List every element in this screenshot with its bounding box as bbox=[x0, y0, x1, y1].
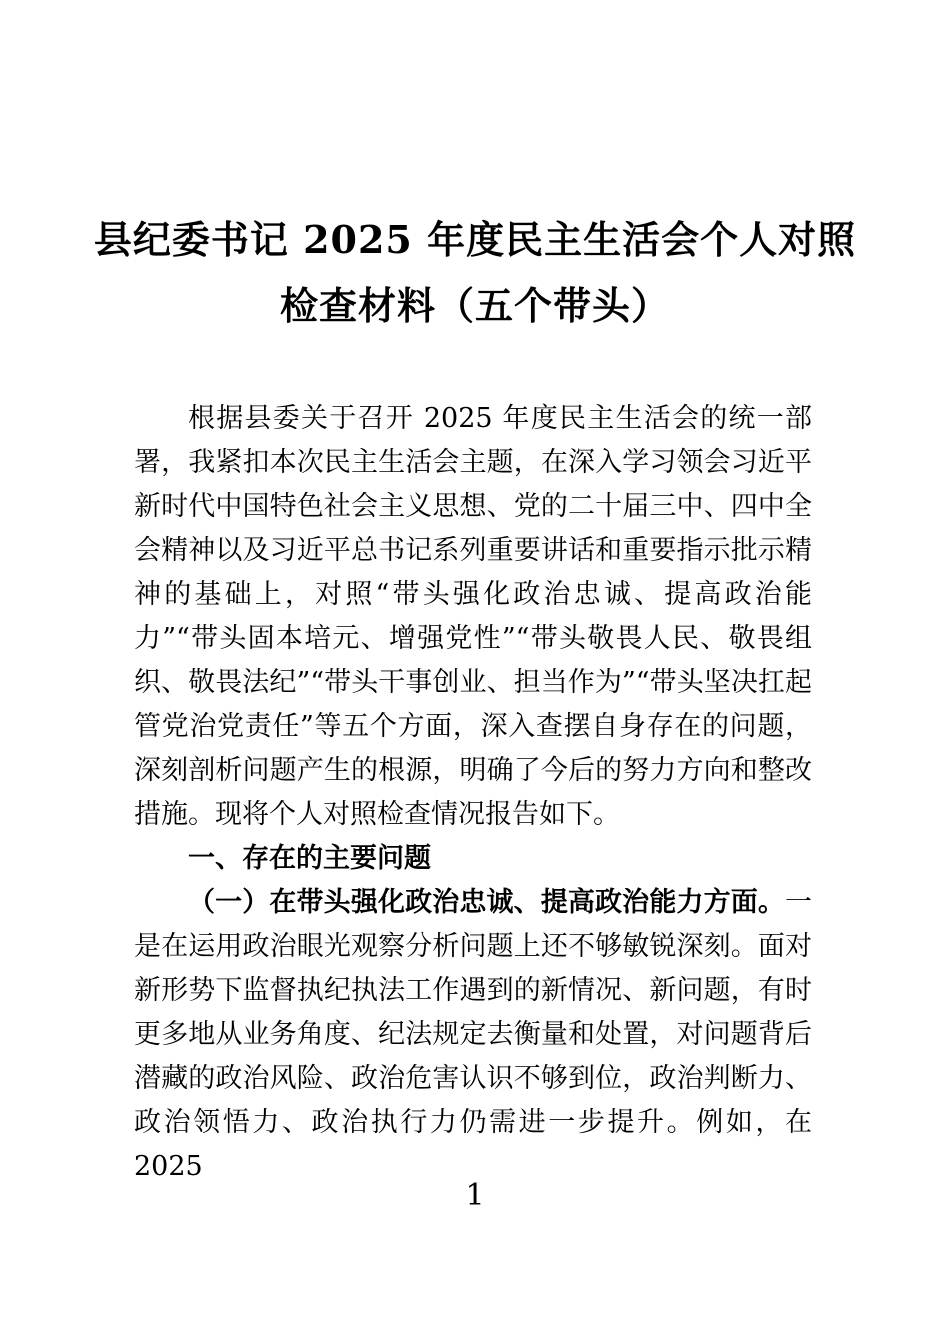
document-title-line-2: 检查材料（五个带头） bbox=[279, 283, 670, 329]
subsection-1-paragraph bbox=[134, 881, 812, 1189]
document-title bbox=[0, 207, 950, 339]
subsection-1-text: 一是在运用政治眼光观察分析问题上还不够敏锐深刻。面对新形势下监督执纪执法工作遇到的新情况、新问题，有时更多地从业务角度、纪法规定去衡量和处置，对问题背后潜藏的政治风险、政治危害认识不够到位，政治判断力、政治领悟力、政治执行力仍需进一步提升。例如，在 2025 bbox=[134, 887, 812, 1182]
document-body bbox=[134, 397, 812, 1189]
page-number: 1 bbox=[465, 1178, 485, 1213]
document-title-line-1: 县纪委书记 2025 年度民主生活会个人对照 bbox=[93, 217, 857, 263]
intro-paragraph: 根据县委关于召开 2025 年度民主生活会的统一部署，我紧扣本次民主生活会主题，在深入学习领会习近平新时代中国特色社会主义思想、党的二十届三中、四中全会精神以及习近平总书记系列重要讲话和重要指示批示精神的基础上，对照“带头强化政治忠诚、提高政治能力”“带头固本培元、增强党性”“带头敬畏人民、敬畏组织、敬畏法纪”“带头干事创业、担当作为”“带头坚决扛起管党治党责任”等五个方面，深入查摆自身存在的问题，深刻剖析问题产生的根源，明确了今后的努力方向和整改措施。现将个人对照检查情况报告如下。 bbox=[134, 403, 812, 830]
section-1-heading: 一、存在的主要问题 bbox=[188, 843, 431, 874]
subsection-1-lead: （一）在带头强化政治忠诚、提高政治能力方面。 bbox=[188, 887, 785, 918]
